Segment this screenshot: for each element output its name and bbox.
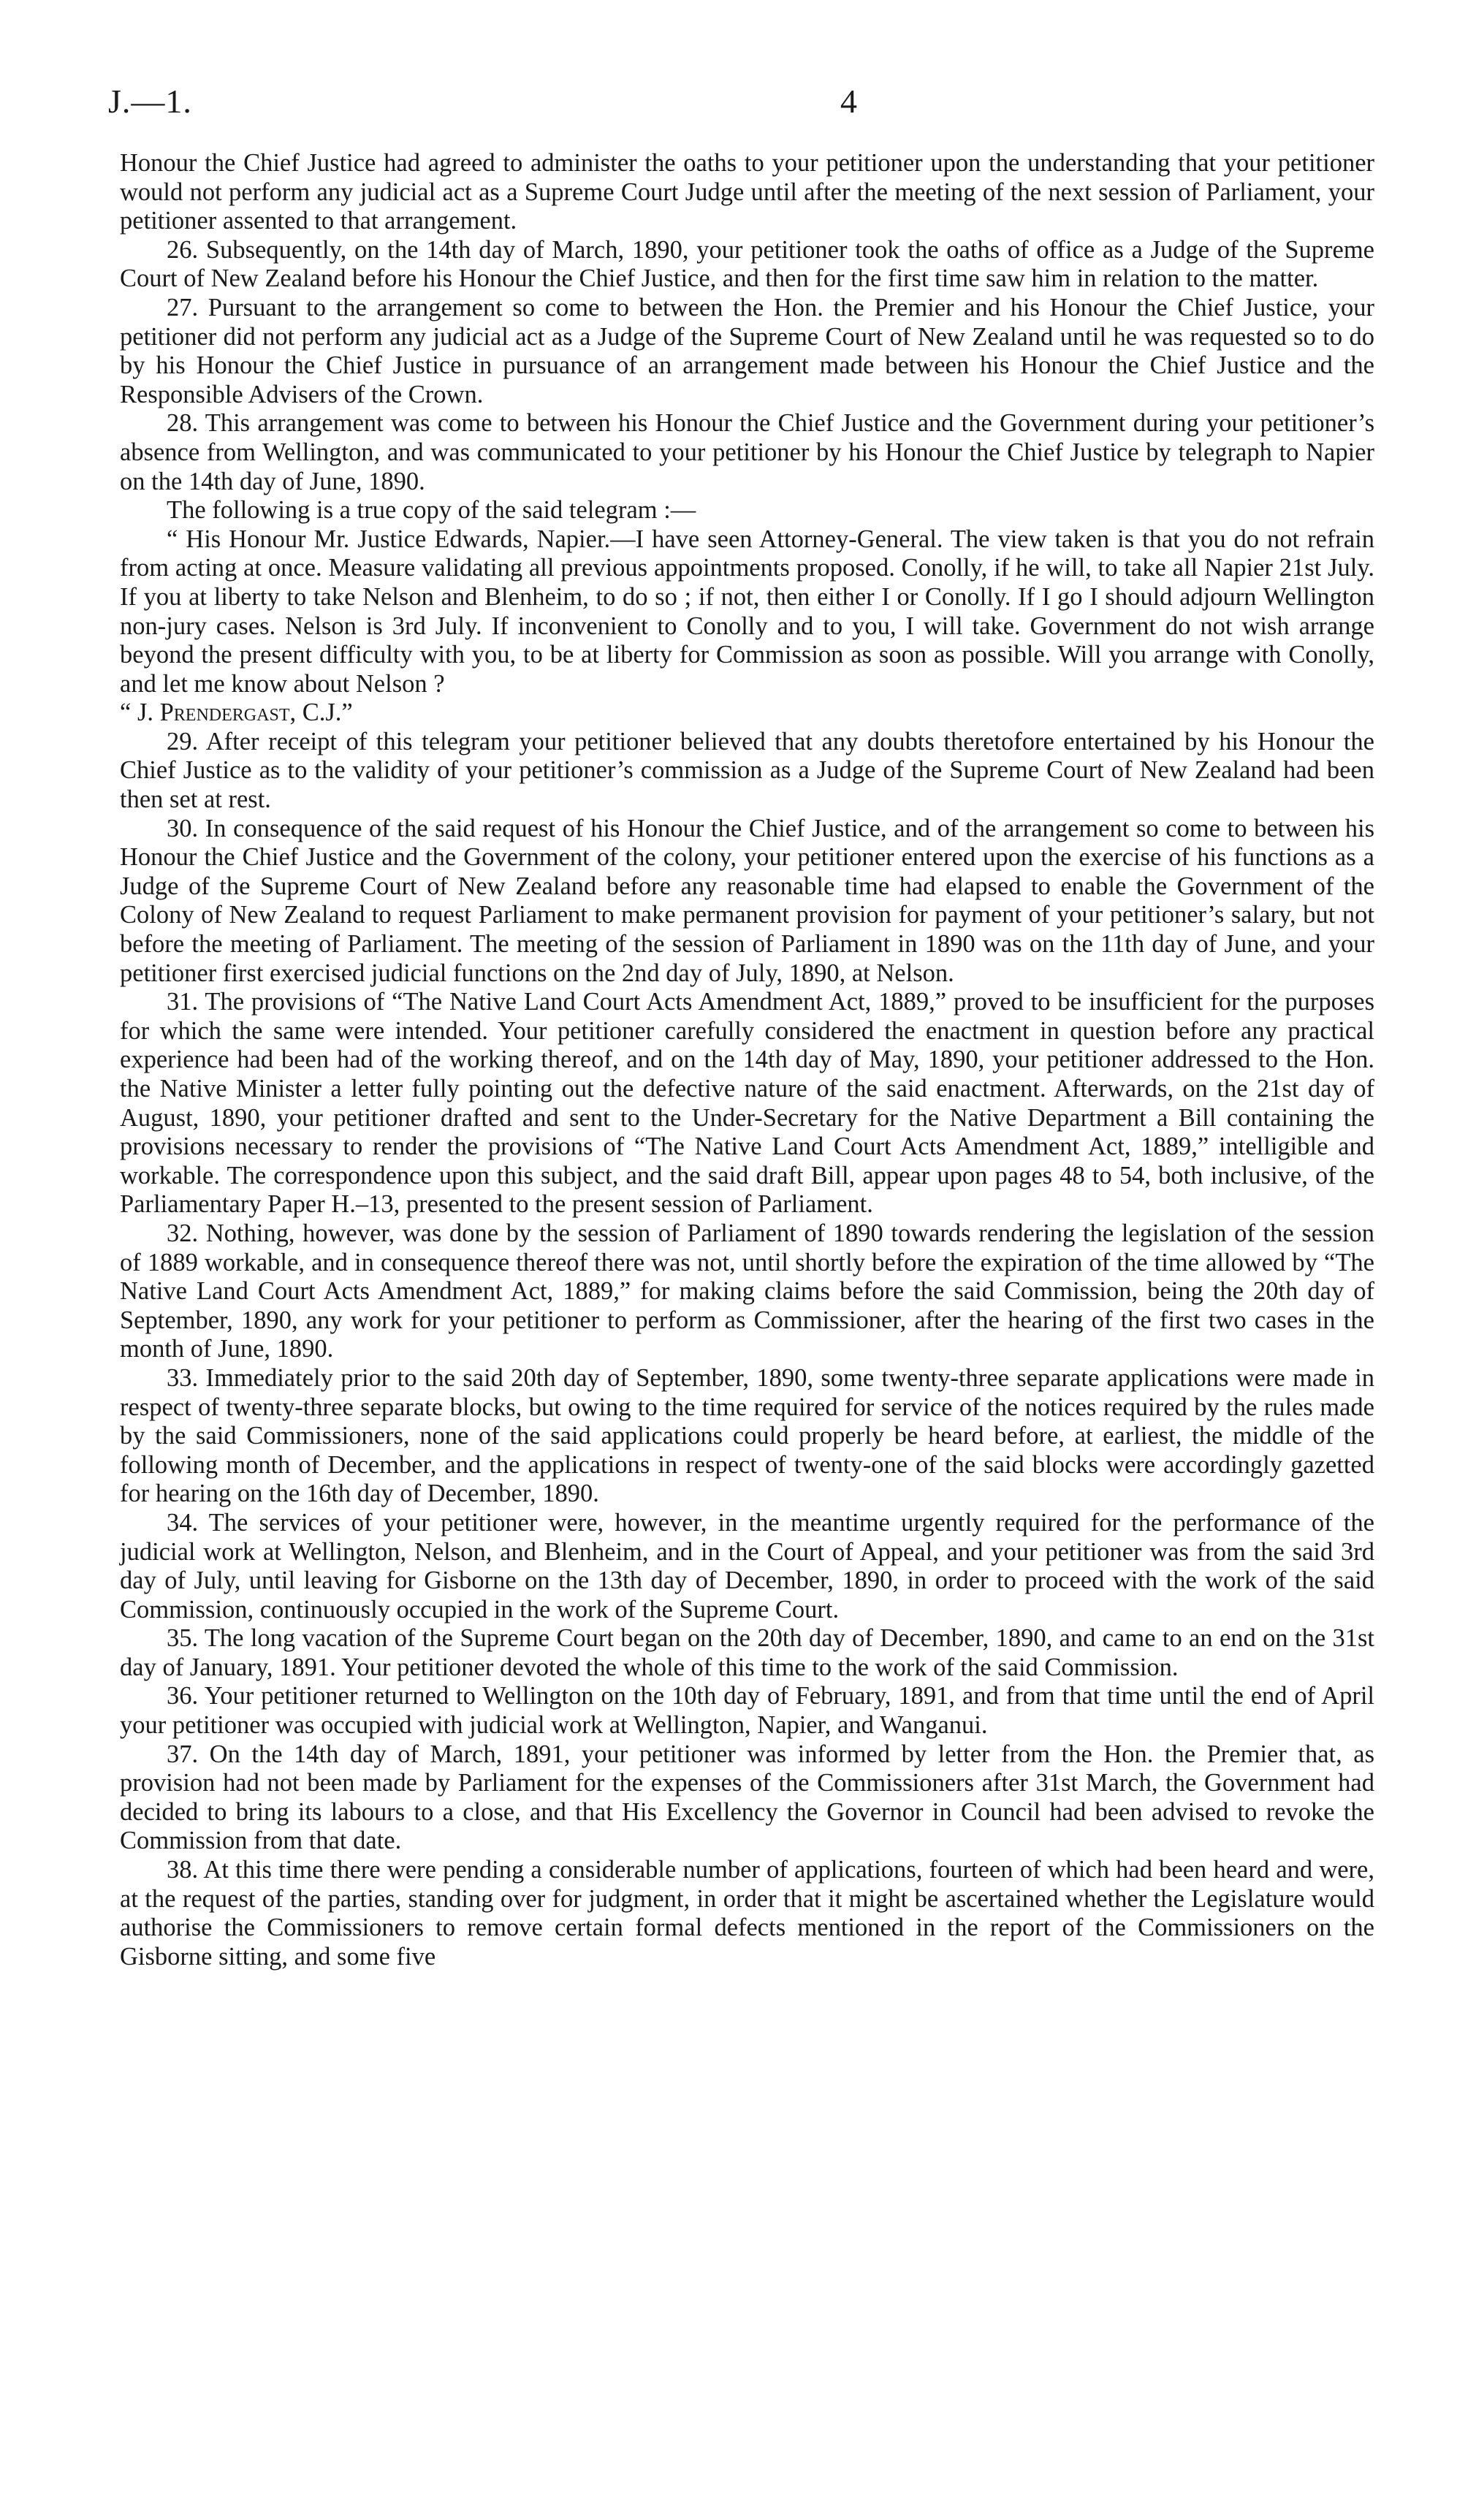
telegram-signature: “ J. Prendergast, C.J.” (120, 698, 353, 727)
paragraph-28: 28. This arrangement was come to between his Honour the Chief Justice and the Government during your petitioner’s absence from Wellington, and was communicated to your petitioner by his Honour the Chief Justice by telegraph to Napier on the 14th day of June, 1890. (120, 409, 1374, 495)
page-number: 4 (840, 83, 857, 120)
paragraph-36: 36. Your petitioner returned to Wellington on the 10th day of February, 1891, and from that time until the end of April your petitioner was occupied with judicial work at Wellington, Napier, and Wanganui. (120, 1682, 1374, 1740)
page-header (102, 82, 1374, 126)
paragraph-33: 33. Immediately prior to the said 20th day of September, 1890, some twenty-three separate applications were made in respect of twenty-three separate blocks, but owing to the time required for service of the notices required by the rules made by the said Commissioners, none of the said applications could properly be heard before, at earliest, the middle of the following month of December, and the applications in respect of twenty-one of the said blocks were accordingly gazetted for hearing on the 16th day of December, 1890. (120, 1363, 1374, 1508)
paragraph-26: 26. Subsequently, on the 14th day of March, 1890, your petitioner took the oaths of office as a Judge of the Supreme Court of New Zealand before his Honour the Chief Justice, and then for the first time saw him in relation to the matter. (120, 235, 1374, 293)
page-body (120, 149, 1374, 1971)
paragraph-30: 30. In consequence of the said request of his Honour the Chief Justice, and of the arrangement so come to between his Honour the Chief Justice and the Government of the colony, your petitioner entered upon the exercise of his functions as a Judge of the Supreme Court of New Zealand before any reasonable time had elapsed to enable the Government of the Colony of New Zealand to request Parliament to make permanent provision for payment of your petitioner’s salary, but not before the meeting of Parliament. The meeting of the session of Parliament in 1890 was on the 11th day of June, and your petitioner first exercised judicial functions on the 2nd day of July, 1890, at Nelson. (120, 814, 1374, 987)
paragraph-38: 38. At this time there were pending a considerable number of applications, fourteen of which had been heard and were, at the request of the parties, standing over for judgment, in order that it might be ascertained whether the Legislature would authorise the Commissioners to remove certain formal defects mentioned in the report of the Commissioners on the Gisborne sitting, and some five (120, 1856, 1374, 1971)
paragraph-27: 27. Pursuant to the arrangement so come to between the Hon. the Premier and his Honour the Chief Justice, your petitioner did not perform any judicial act as a Judge of the Supreme Court of New Zealand until he was requested so to do by his Honour the Chief Justice in pursuance of an arrangement made between his Honour the Chief Justice and the Responsible Advisers of the Crown. (120, 293, 1374, 408)
paragraph-31: 31. The provisions of “The Native Land Court Acts Amendment Act, 1889,” proved to be insufficient for the purposes for which the same were intended. Your petitioner carefully considered the enactment in question before any practical experience had been had of the working thereof, and on the 14th day of May, 1890, your petitioner addressed to the Hon. the Native Minister a letter fully pointing out the defective nature of the said enactment. Afterwards, on the 21st day of August, 1890, your petitioner drafted and sent to the Under-Secretary for the Native Department a Bill containing the provisions necessary to render the provisions of “The Native Land Court Acts Amendment Act, 1889,” intelligible and workable. The correspondence upon this subject, and the said draft Bill, appear upon pages 48 to 54, both inclusive, of the Parliamentary Paper H.–13, presented to the present session of Parliament. (120, 988, 1374, 1219)
document-reference: J.—1. (108, 83, 192, 120)
paragraph-37: 37. On the 14th day of March, 1891, your petitioner was informed by letter from the Hon. the Premier that, as provision had not been made by Parliament for the expenses of the Commissioners after 31st March, the Government had decided to bring its labours to a close, and that His Excellency the Governor in Council had been advised to revoke the Commission from that date. (120, 1740, 1374, 1855)
telegram-quote: “ His Honour Mr. Justice Edwards, Napier.—I have seen Attorney-General. The view taken is that you do not refrain from acting at once. Measure validating all previous appointments proposed. Conolly, if he will, to take all Napier 21st July. If you at liberty to take Nelson and Blenheim, to do so ; if not, then either I or Conolly. If I go I should adjourn Wellington non-jury cases. Nelson is 3rd July. If inconvenient to Conolly and to you, I will take. Government do not wish arrange beyond the present difficulty with you, to be at liberty for Commission as soon as possible. Will you arrange with Conolly, and let me know about Nelson ? (120, 525, 1374, 698)
telegram-intro: The following is a true copy of the said telegram :— (167, 496, 696, 525)
paragraph-32: 32. Nothing, however, was done by the session of Parliament of 1890 towards rendering the legislation of the session of 1889 workable, and in consequence thereof there was not, until shortly before the expiration of the time allowed by “The Native Land Court Acts Amendment Act, 1889,” for making claims before the said Commission, being the 20th day of September, 1890, any work for your petitioner to perform as Commissioner, after the hearing of the first two cases in the month of June, 1890. (120, 1219, 1374, 1363)
paragraph-34: 34. The services of your petitioner were, however, in the meantime urgently required for the performance of the judicial work at Wellington, Nelson, and Blenheim, and in the Court of Appeal, and your petitioner was from the said 3rd day of July, until leaving for Gisborne on the 13th day of December, 1890, in order to proceed with the work of the said Commission, continuously occupied in the work of the Supreme Court. (120, 1508, 1374, 1623)
paragraph-continuation: Honour the Chief Justice had agreed to administer the oaths to your petitioner upon the understanding that your petitioner would not perform any judicial act as a Supreme Court Judge until after the meeting of the next session of Parliament, your petitioner assented to that arrangement. (120, 149, 1374, 235)
paragraph-29: 29. After receipt of this telegram your petitioner believed that any doubts theretofore entertained by his Honour the Chief Justice as to the validity of your petitioner’s commission as a Judge of the Supreme Court of New Zealand had been then set at rest. (120, 727, 1374, 814)
paragraph-35: 35. The long vacation of the Supreme Court began on the 20th day of December, 1890, and came to an end on the 31st day of January, 1891. Your petitioner devoted the whole of this time to the work of the said Commission. (120, 1624, 1374, 1681)
